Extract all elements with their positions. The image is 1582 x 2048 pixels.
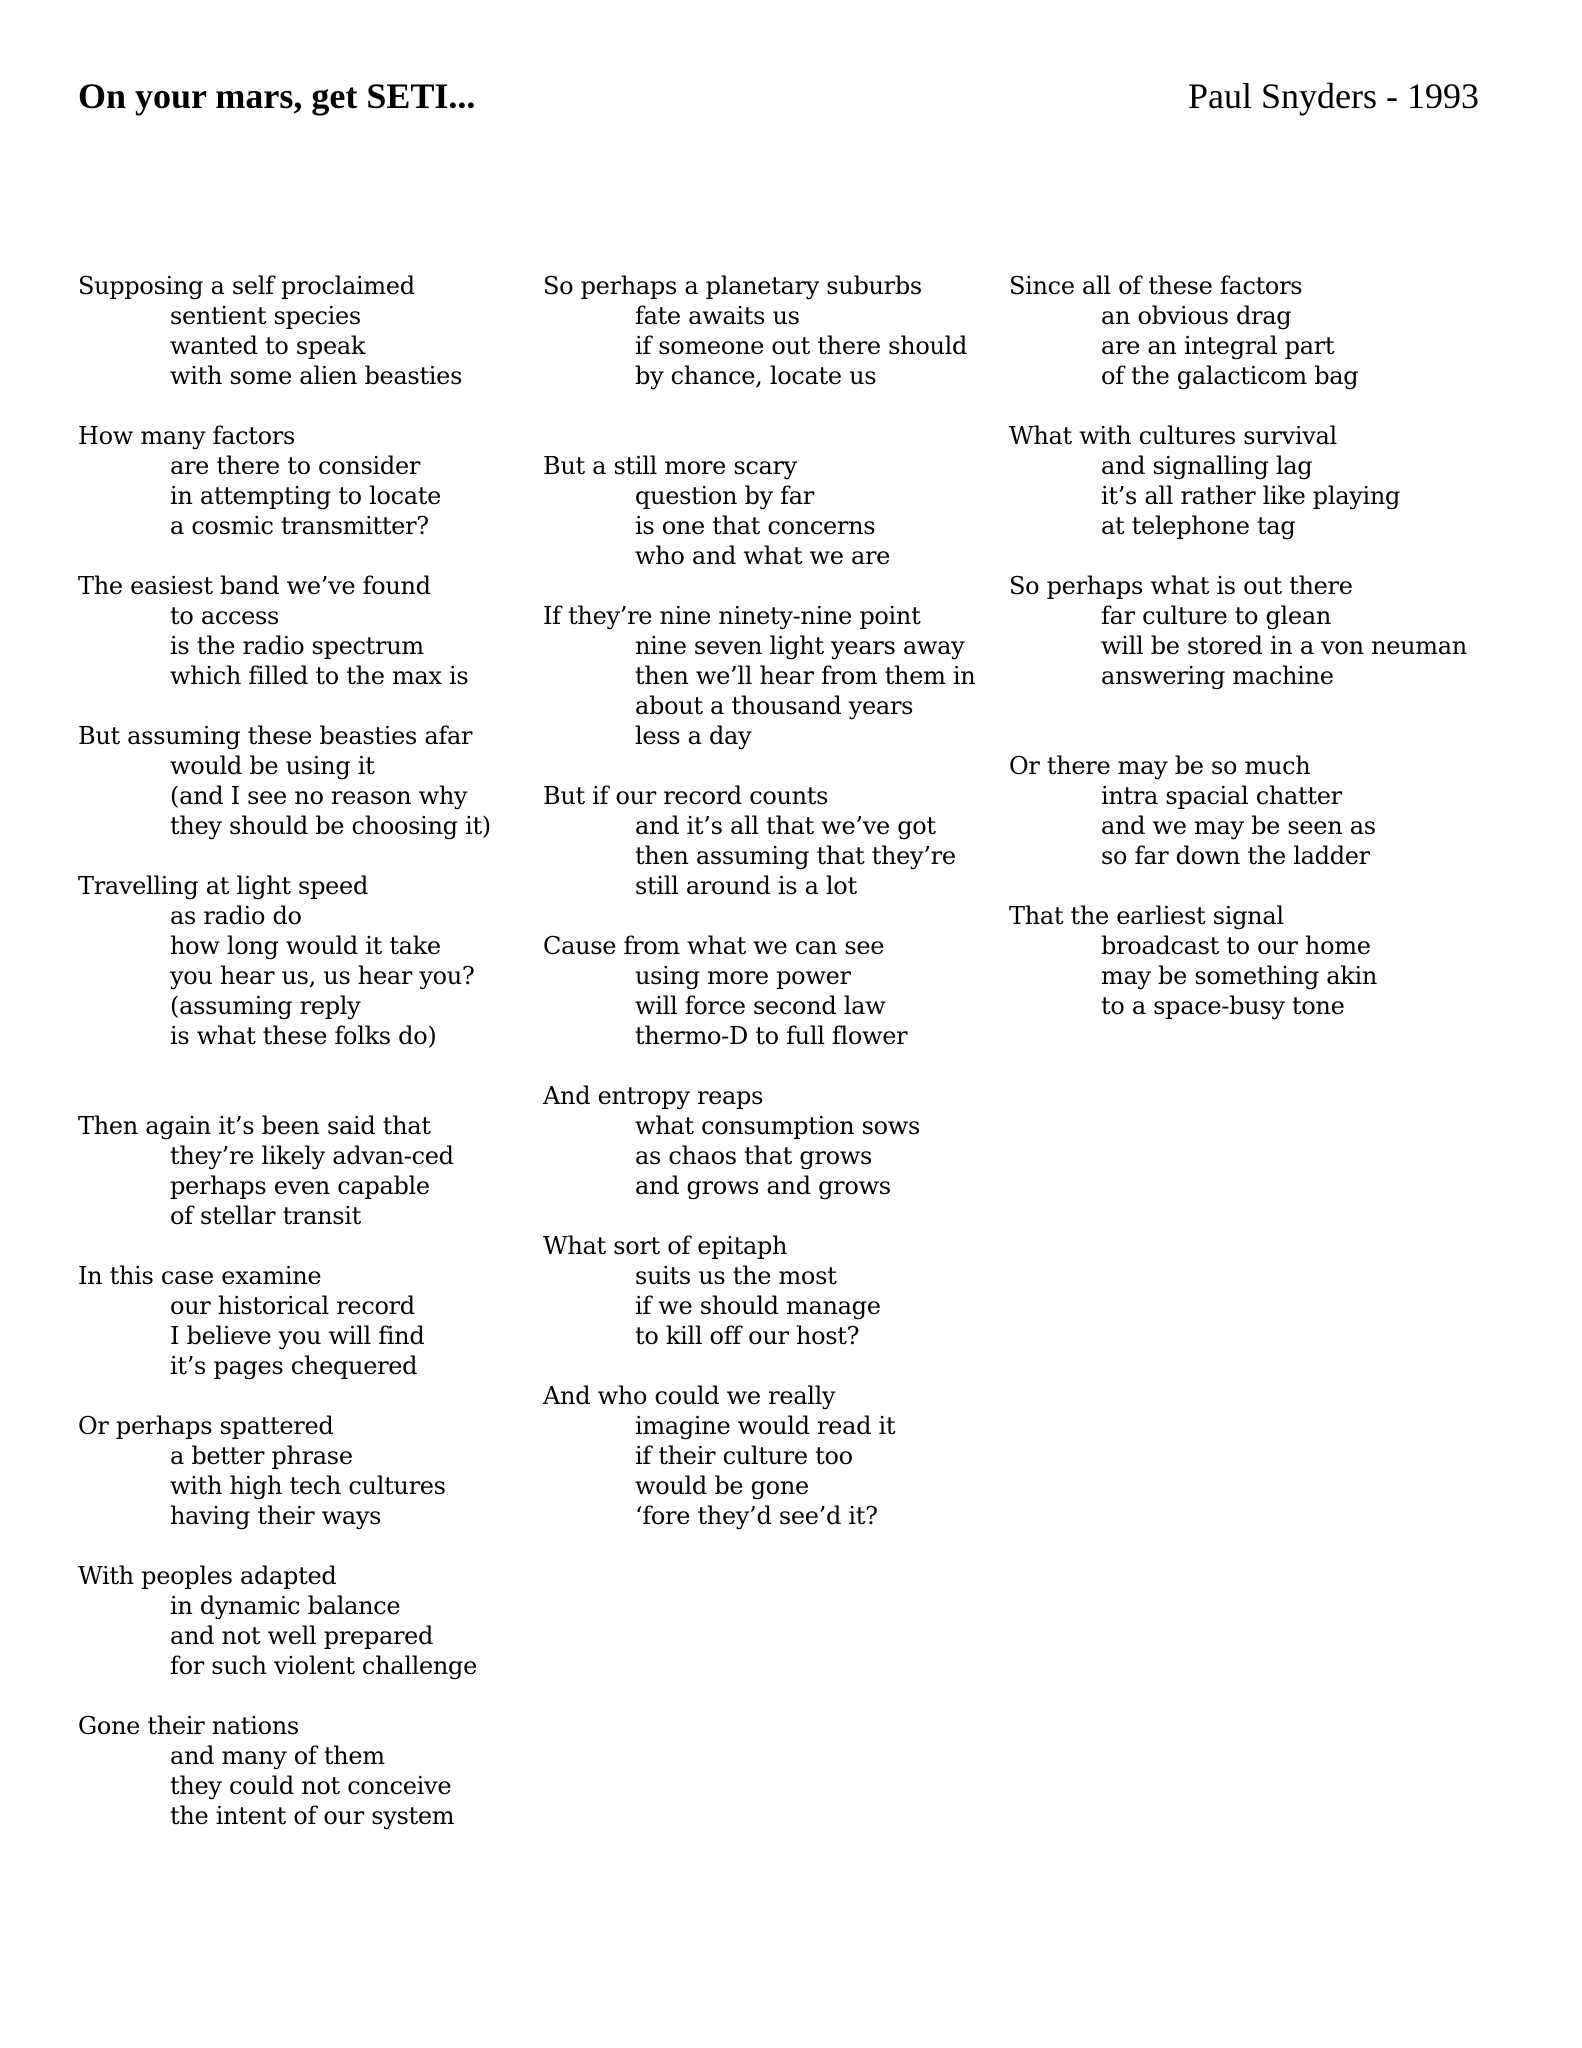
stanza-line: they’re likely advan-ced <box>170 1142 454 1170</box>
stanza-line: as radio do <box>170 902 302 930</box>
stanza-line: then we’ll hear from them in <box>635 662 976 690</box>
stanza <box>78 1111 538 1231</box>
stanza-line: they should be choosing it) <box>170 812 491 840</box>
stanza-first-line: Cause from what we can see <box>543 932 885 960</box>
stanza-line: the intent of our system <box>170 1802 455 1830</box>
stanza <box>78 1411 538 1531</box>
stanza-line: then assuming that they’re <box>635 842 956 870</box>
stanza-line: is one that concerns <box>635 512 876 540</box>
page-title: On your mars, get SETI... <box>78 76 476 116</box>
stanza-line: perhaps even capable <box>170 1172 430 1200</box>
stanza-line: for such violent challenge <box>170 1652 478 1680</box>
stanza-line: and grows and grows <box>635 1172 891 1200</box>
stanza-line: are an integral part <box>1101 332 1335 360</box>
stanza-line: and many of them <box>170 1742 385 1770</box>
stanza-line: if we should manage <box>635 1292 881 1320</box>
stanza <box>543 781 1003 901</box>
stanza-line: to kill off our host? <box>635 1322 860 1350</box>
stanza-line: may be something akin <box>1101 962 1378 990</box>
stanza-first-line: What sort of epitaph <box>543 1232 788 1260</box>
stanza-line: by chance, locate us <box>635 362 877 390</box>
stanza-line: broadcast to our home <box>1101 932 1371 960</box>
stanza-line: far culture to glean <box>1101 602 1332 630</box>
stanza-first-line: In this case examine <box>78 1262 322 1290</box>
stanza-first-line: The easiest band we’ve found <box>78 572 431 600</box>
stanza-first-line: And entropy reaps <box>543 1082 764 1110</box>
stanza-first-line: With peoples adapted <box>78 1562 337 1590</box>
stanza-line: an obvious drag <box>1101 302 1292 330</box>
stanza-line: it’s pages chequered <box>170 1352 418 1380</box>
stanza-first-line: How many factors <box>78 422 295 450</box>
stanza-first-line: Supposing a self proclaimed <box>78 272 415 300</box>
stanza-line: will be stored in a von neuman <box>1101 632 1467 660</box>
stanza <box>1009 901 1469 1021</box>
stanza-first-line: Then again it’s been said that <box>78 1112 431 1140</box>
poem-column-3 <box>1009 271 1469 1021</box>
stanza-first-line: But if our record counts <box>543 782 829 810</box>
stanza-line: in dynamic balance <box>170 1592 401 1620</box>
stanza-line: are there to consider <box>170 452 421 480</box>
stanza-line: I believe you will find <box>170 1322 425 1350</box>
stanza-line: would be using it <box>170 752 375 780</box>
stanza <box>543 1231 1003 1351</box>
stanza-line: to access <box>170 602 280 630</box>
stanza-line: to a space-busy tone <box>1101 992 1345 1020</box>
stanza <box>543 601 1003 751</box>
stanza-line: answering machine <box>1101 662 1334 690</box>
stanza-line: how long would it take <box>170 932 441 960</box>
stanza-first-line: Or perhaps spattered <box>78 1412 334 1440</box>
stanza-line: if their culture too <box>635 1442 853 1470</box>
stanza <box>1009 421 1469 541</box>
stanza-line: in attempting to locate <box>170 482 441 510</box>
stanza <box>543 271 1003 391</box>
stanza <box>543 1081 1003 1201</box>
author-byline: Paul Snyders - 1993 <box>1188 76 1479 116</box>
stanza-line: a better phrase <box>170 1442 353 1470</box>
stanza <box>78 1561 538 1681</box>
stanza-line: fate awaits us <box>635 302 800 330</box>
stanza-line: intra spacial chatter <box>1101 782 1342 810</box>
stanza-line: our historical record <box>170 1292 415 1320</box>
stanza-first-line: If they’re nine ninety-nine point <box>543 602 921 630</box>
stanza <box>1009 571 1469 691</box>
stanza <box>1009 751 1469 871</box>
stanza-first-line: But a still more scary <box>543 452 797 480</box>
stanza-line: would be gone <box>635 1472 809 1500</box>
stanza <box>78 721 538 841</box>
stanza-line: of stellar transit <box>170 1202 362 1230</box>
stanza <box>78 871 538 1051</box>
stanza-line: you hear us, us hear you? <box>170 962 475 990</box>
stanza-first-line: Since all of these factors <box>1009 272 1303 300</box>
stanza-first-line: So perhaps a planetary suburbs <box>543 272 922 300</box>
stanza-line: having their ways <box>170 1502 382 1530</box>
stanza-line: it’s all rather like playing <box>1101 482 1401 510</box>
stanza-first-line: That the earliest signal <box>1009 902 1284 930</box>
stanza-line: thermo-D to full flower <box>635 1022 908 1050</box>
stanza-line: using more power <box>635 962 851 990</box>
stanza-line: ‘fore they’d see’d it? <box>635 1502 878 1530</box>
stanza-first-line: What with cultures survival <box>1009 422 1337 450</box>
stanza-line: question by far <box>635 482 814 510</box>
stanza-line: and not well prepared <box>170 1622 434 1650</box>
stanza-line: about a thousand years <box>635 692 914 720</box>
stanza-line: of the galacticom bag <box>1101 362 1359 390</box>
stanza-line: if someone out there should <box>635 332 968 360</box>
stanza-line: suits us the most <box>635 1262 837 1290</box>
stanza-line: imagine would read it <box>635 1412 896 1440</box>
stanza-first-line: Or there may be so much <box>1009 752 1311 780</box>
stanza-line: so far down the ladder <box>1101 842 1370 870</box>
stanza-line: (assuming reply <box>170 992 361 1020</box>
stanza-line: as chaos that grows <box>635 1142 872 1170</box>
stanza-first-line: Travelling at light speed <box>78 872 369 900</box>
stanza-line: is the radio spectrum <box>170 632 424 660</box>
stanza-line: with high tech cultures <box>170 1472 446 1500</box>
stanza-first-line: But assuming these beasties afar <box>78 722 473 750</box>
stanza-line: nine seven light years away <box>635 632 965 660</box>
stanza <box>78 1261 538 1381</box>
stanza-line: sentient species <box>170 302 361 330</box>
stanza-line: who and what we are <box>635 542 891 570</box>
stanza <box>543 451 1003 571</box>
stanza <box>1009 271 1469 391</box>
stanza-line: wanted to speak <box>170 332 366 360</box>
stanza-first-line: So perhaps what is out there <box>1009 572 1353 600</box>
stanza-line: with some alien beasties <box>170 362 463 390</box>
stanza-line: (and I see no reason why <box>170 782 468 810</box>
stanza-line: what consumption sows <box>635 1112 921 1140</box>
stanza-line: less a day <box>635 722 752 750</box>
stanza-line: and signalling lag <box>1101 452 1313 480</box>
stanza-line: is what these folks do) <box>170 1022 437 1050</box>
stanza <box>543 1381 1003 1531</box>
stanza-line: which filled to the max is <box>170 662 469 690</box>
stanza-first-line: Gone their nations <box>78 1712 299 1740</box>
stanza-line: at telephone tag <box>1101 512 1296 540</box>
stanza-line: and it’s all that we’ve got <box>635 812 936 840</box>
stanza <box>78 1711 538 1831</box>
stanza-line: still around is a lot <box>635 872 857 900</box>
stanza-line: will force second law <box>635 992 886 1020</box>
poem-column-2 <box>543 271 1003 1531</box>
stanza <box>543 931 1003 1051</box>
stanza <box>78 421 538 541</box>
stanza <box>78 271 538 391</box>
stanza-line: they could not conceive <box>170 1772 452 1800</box>
stanza <box>78 571 538 691</box>
stanza-first-line: And who could we really <box>543 1382 836 1410</box>
stanza-line: a cosmic transmitter? <box>170 512 429 540</box>
stanza-line: and we may be seen as <box>1101 812 1376 840</box>
poem-column-1 <box>78 271 538 1831</box>
